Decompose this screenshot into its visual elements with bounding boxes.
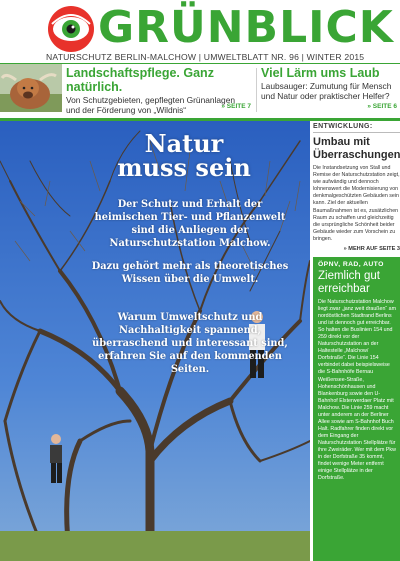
transport-body: Die Naturschutzstation Malchow liegt zwar „janz weit draußen“ am nordöstlichen Stadtrand Berlins und ist dennoch gut erreichbar. So halten die Buslinien 154 und 259 direkt vor der Naturschutzstation an der Haltestelle „Malchow/ Dorfstraße“. Die Linie 154 verbindet dabei beispielsweise die S-Bahnhöfe Bernau Weißensee-Straße, Hohenschönhausen und Blankenburg sowie den U-Bahnhof Elsterwerdaer Platz mit Malchow. Die Linie 259 macht unter anderem an der Berliner Allee sowie am S-Bahnhof Buch Halt. Radfahrer finden direkt vor dem Eingang der Naturschutzstation Stellplätze für ihre Zweiräder. Wer mit dem Pkw in der Dorfstraße 35 kommt, findet wenige Meter entfernt einige Stellplätze in der Dorfstraße. bbox=[318, 299, 397, 482]
transport-headline: Ziemlich gut erreichbar bbox=[318, 270, 380, 295]
masthead bbox=[0, 0, 400, 62]
teaser-image-highland-cattle bbox=[0, 64, 62, 112]
teaser-more-link[interactable]: » SEITE 6 bbox=[367, 103, 397, 110]
teaser-text: Laubsauger: Zumutung für Mensch und Natur oder praktischer Helfer? bbox=[261, 81, 392, 101]
transport-kicker: ÖPNV, RAD, AUTO bbox=[318, 261, 384, 268]
teaser-headline: Viel Lärm ums Laub bbox=[261, 66, 380, 80]
teaser-more-link[interactable]: » SEITE 7 bbox=[221, 103, 251, 110]
sidebar-kicker: ENTWICKLUNG: bbox=[313, 123, 400, 133]
hero-paragraph-3: Warum Umweltschutz und Nachhaltigkeit spannend, überraschend und interessant sind, erfahren Sie auf den kommenden Seiten. bbox=[92, 312, 288, 375]
sidebar-headline: Umbau mit Überraschungen bbox=[313, 136, 400, 161]
hero-title-line1: Natur bbox=[144, 129, 224, 158]
teaser-laub[interactable] bbox=[261, 66, 397, 116]
sidebar-article-umbau bbox=[313, 123, 400, 252]
person-left-on-tree bbox=[50, 434, 62, 483]
masthead-title: GRÜNBLICK bbox=[98, 2, 394, 53]
hero-title bbox=[104, 129, 264, 182]
hero-paragraph-1: Der Schutz und Erhalt der heimischen Tier- und Pflanzenwelt sind die Anliegen der Naturschutzstation Malchow. bbox=[94, 199, 286, 249]
teaser-landschaftspflege[interactable] bbox=[66, 66, 251, 116]
hero-title-line2: muss sein bbox=[117, 153, 251, 182]
sidebar-body: Die Instandsetzung von Stall und Remise der Naturschutzstation zeigt, wie aufwändig und dennoch lohnenswert die Modernisierung von denkmalgeschützten Gebäuden sein kann. Ziel der aktuellen Baumaßnahmen ist es, zusätzlichen Raum zu schaffen und gleichzeitig die ursprüngliche Schönheit beider Gebäude wieder zum Vorschein zu bringen. bbox=[313, 165, 400, 242]
masthead-subtitle: NATURSCHUTZ BERLIN-MALCHOW | UMWELTBLATT NR. 96 | WINTER 2015 bbox=[46, 52, 365, 62]
logo-eye-icon bbox=[46, 4, 96, 54]
teaser-headline: Landschaftspflege. Ganz natürlich. bbox=[66, 66, 214, 94]
transport-box bbox=[313, 257, 400, 561]
hero-paragraph-2: Dazu gehört mehr als theoretisches Wissen über die Umwelt. bbox=[91, 261, 289, 285]
sidebar-more-link[interactable]: » MEHR AUF SEITE 3 bbox=[343, 246, 400, 253]
teaser-text: Von Schutzgebieten, gepflegten Grünanlagen und der Förderung von „Wildnis“ bbox=[66, 95, 236, 115]
right-column bbox=[313, 121, 400, 561]
teaser-divider bbox=[256, 68, 257, 112]
